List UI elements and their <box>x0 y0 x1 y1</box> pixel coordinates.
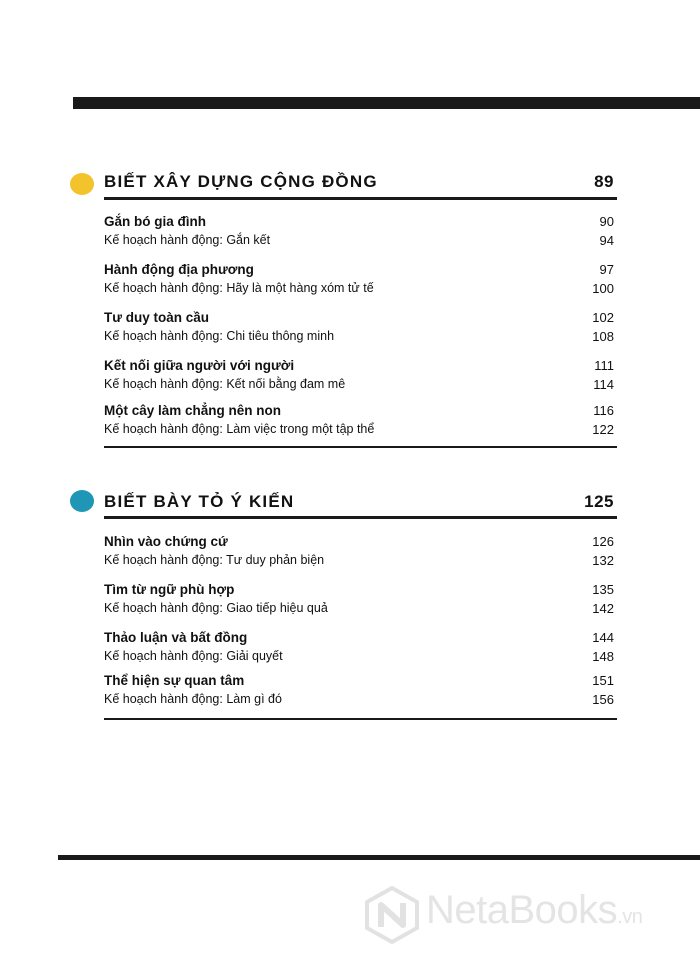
entry-subtitle[interactable]: Kế hoạch hành động: Chi tiêu thông minh <box>104 329 335 343</box>
entry-page: 126 <box>592 534 614 549</box>
entry-title[interactable]: Tư duy toàn cầu <box>104 310 210 325</box>
toc-entry[interactable] <box>104 308 614 356</box>
entry-page: 102 <box>592 310 614 325</box>
section-page-number: 89 <box>594 172 614 191</box>
bottom-decorative-bar <box>58 855 700 860</box>
section-rule-top <box>104 516 617 519</box>
entry-subpage: 132 <box>592 553 614 568</box>
entry-page: 97 <box>599 262 614 277</box>
entry-subpage: 122 <box>592 422 614 437</box>
entry-subtitle[interactable]: Kế hoạch hành động: Làm việc trong một tập thể <box>104 422 375 436</box>
toc-entry[interactable] <box>104 671 614 711</box>
entry-subtitle[interactable]: Kế hoạch hành động: Hãy là một hàng xóm tử tế <box>104 281 374 295</box>
watermark-brand: NetaBooks.vn <box>426 888 643 932</box>
entry-page: 144 <box>592 630 614 645</box>
yellow-bullet-icon <box>70 173 94 195</box>
entry-subpage: 100 <box>592 281 614 296</box>
entry-title[interactable]: Nhìn vào chứng cứ <box>104 534 228 549</box>
toc-entries <box>104 532 614 711</box>
entry-subtitle[interactable]: Kế hoạch hành động: Giao tiếp hiệu quả <box>104 601 328 615</box>
entry-subtitle[interactable]: Kế hoạch hành động: Làm gì đó <box>104 692 282 706</box>
section-rule-bottom <box>104 718 617 720</box>
entry-title[interactable]: Hành động địa phương <box>104 262 254 277</box>
entry-page: 111 <box>594 358 614 373</box>
section-page-number: 125 <box>584 492 614 511</box>
entry-page: 116 <box>593 403 614 418</box>
entry-subpage: 156 <box>592 692 614 707</box>
toc-entry[interactable] <box>104 532 614 580</box>
entry-page: 135 <box>592 582 614 597</box>
toc-entry[interactable] <box>104 401 614 441</box>
entry-subpage: 108 <box>592 329 614 344</box>
toc-entry[interactable] <box>104 580 614 628</box>
top-decorative-bar <box>73 97 700 109</box>
toc-entry[interactable] <box>104 212 614 260</box>
entry-subtitle[interactable]: Kế hoạch hành động: Tư duy phản biện <box>104 553 325 567</box>
entry-subtitle[interactable]: Kế hoạch hành động: Gắn kết <box>104 233 271 247</box>
entry-title[interactable]: Thảo luận và bất đồng <box>104 630 248 645</box>
entry-page: 90 <box>599 214 614 229</box>
section-title: BIẾT XÂY DỰNG CỘNG ĐỒNG <box>104 172 378 191</box>
entry-title[interactable]: Gắn bó gia đình <box>104 214 206 229</box>
entry-title[interactable]: Thể hiện sự quan tâm <box>104 673 245 688</box>
entry-subpage: 148 <box>592 649 614 664</box>
entry-page: 151 <box>592 673 614 688</box>
section-title: BIẾT BÀY TỎ Ý KIẾN <box>104 492 295 511</box>
toc-entry[interactable] <box>104 260 614 308</box>
entry-subpage: 142 <box>592 601 614 616</box>
entry-subtitle[interactable]: Kế hoạch hành động: Giải quyết <box>104 649 283 663</box>
section-rule-top <box>104 197 617 200</box>
toc-entry[interactable] <box>104 628 614 671</box>
toc-entry[interactable] <box>104 356 614 401</box>
entry-title[interactable]: Tìm từ ngữ phù hợp <box>104 582 235 597</box>
toc-entries <box>104 212 614 441</box>
entry-title[interactable]: Một cây làm chẳng nên non <box>104 403 282 418</box>
entry-title[interactable]: Kết nối giữa người với người <box>104 358 295 373</box>
entry-subpage: 114 <box>593 377 614 392</box>
netabooks-logo-icon <box>364 886 420 944</box>
blue-bullet-icon <box>70 490 94 512</box>
entry-subtitle[interactable]: Kế hoạch hành động: Kết nối bằng đam mê <box>104 377 346 391</box>
section-rule-bottom <box>104 446 617 448</box>
netabooks-watermark <box>364 880 700 950</box>
entry-subpage: 94 <box>599 233 614 248</box>
